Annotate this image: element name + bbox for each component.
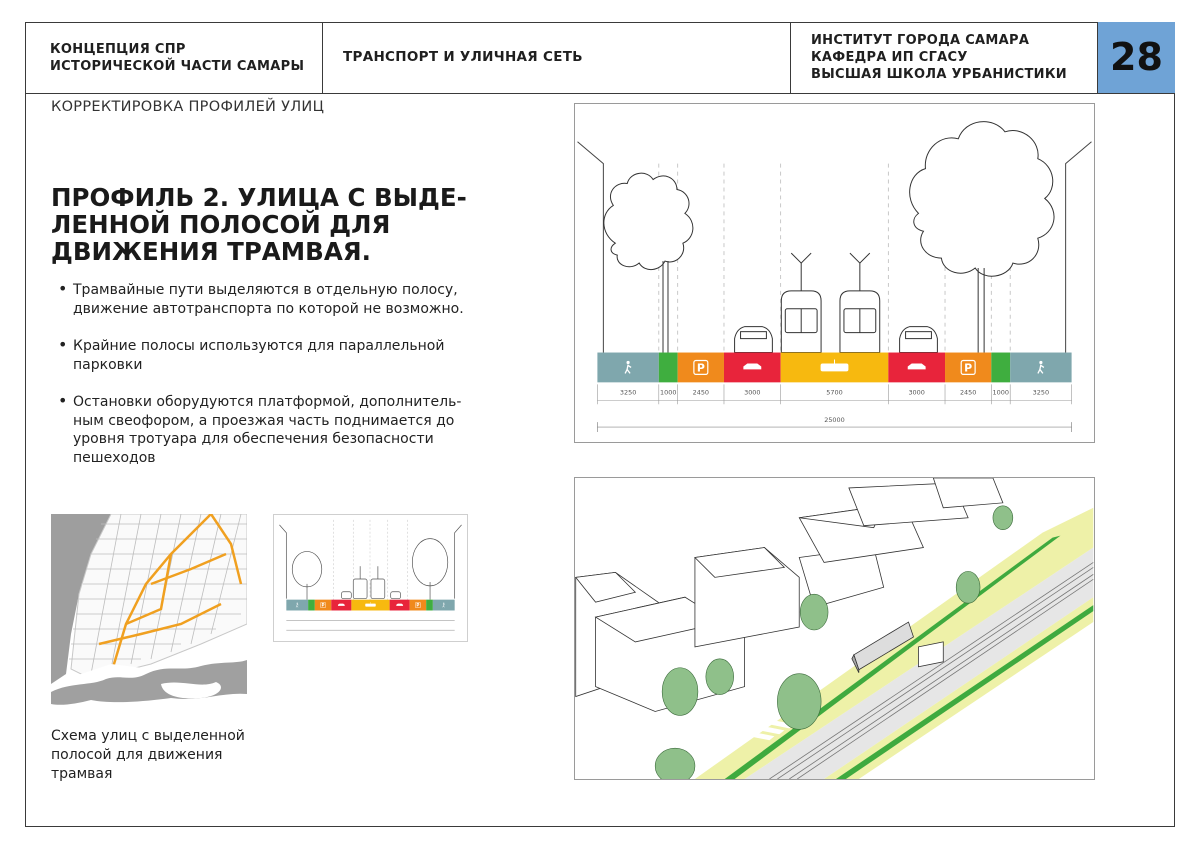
- profile-title-line: ПРОФИЛЬ 2. УЛИЦА С ВЫДЕ-: [51, 183, 467, 212]
- caption-line: полосой для движения: [51, 747, 223, 763]
- page-subtitle: КОРРЕКТИРОВКА ПРОФИЛЕЙ УЛИЦ: [51, 99, 325, 115]
- project-title: [25, 22, 323, 93]
- building-facade-left: [578, 142, 604, 353]
- lane-width-label: 1000: [660, 388, 677, 397]
- lane-bar: [597, 353, 1071, 383]
- street-axonometric-view: [574, 477, 1095, 780]
- bullet-line: ным свеофором, а проезжая часть поднимается до: [73, 412, 455, 429]
- header: [25, 22, 1175, 94]
- bullet-item: [58, 393, 498, 467]
- tree-right: [910, 122, 1054, 353]
- lane-green: [308, 600, 315, 611]
- bullet-item: [58, 337, 498, 374]
- organization-block: [791, 22, 1098, 93]
- project-title-line: ИСТОРИЧЕСКОЙ ЧАСТИ САМАРЫ: [50, 58, 305, 74]
- lane-width-label: 2450: [692, 388, 710, 397]
- bullet-item: [58, 281, 498, 318]
- lane-green: [991, 353, 1010, 383]
- project-title-line: КОНЦЕПЦИЯ СПР: [50, 41, 186, 57]
- organization-line: ВЫСШАЯ ШКОЛА УРБАНИСТИКИ: [811, 67, 1067, 82]
- bullet-line: • Трамвайные пути выделяются в отдельную полосу,: [73, 282, 458, 298]
- svg-text:P: P: [321, 602, 325, 608]
- lane-width-label: 2450: [959, 388, 977, 397]
- tram-vehicles: [781, 253, 879, 352]
- car-right: [900, 327, 938, 353]
- lane-width-label: 5700: [826, 388, 843, 397]
- lane-width-label: 3250: [1032, 388, 1050, 397]
- thumbnail-lane-bar: [286, 600, 454, 611]
- profile-title-line: ДВИЖЕНИЯ ТРАМВАЯ.: [51, 237, 371, 266]
- page-number: 28: [1098, 22, 1175, 93]
- lane-width-label: 3000: [744, 388, 761, 397]
- lane-green: [426, 600, 433, 611]
- section-title-text: ТРАНСПОРТ И УЛИЧНАЯ СЕТЬ: [343, 49, 583, 65]
- lane-width-label: 3250: [619, 388, 637, 397]
- dimension-line: [597, 384, 1071, 404]
- profile-title: [51, 184, 471, 265]
- lane-green: [659, 353, 678, 383]
- organization-line: ИНСТИТУТ ГОРОДА САМАРА: [811, 33, 1030, 48]
- bullet-line: уровня тротуара для обеспечения безопасности: [73, 431, 434, 447]
- profile-title-line: ЛЕННОЙ ПОЛОСОЙ ДЛЯ: [51, 210, 391, 239]
- caption-line: Схема улиц с выделенной: [51, 728, 245, 744]
- cars: [735, 327, 938, 353]
- profile-thumbnail: [273, 514, 468, 642]
- bullet-line: пешеходов: [73, 449, 156, 466]
- street-scheme-map: [51, 514, 247, 710]
- street-profile-section: [574, 103, 1095, 443]
- svg-text:P: P: [416, 602, 420, 608]
- tram-left: [781, 253, 821, 352]
- bullet-line: движение автотранспорта по которой не возможно.: [73, 300, 464, 317]
- bullet-line: • Крайние полосы используются для параллельной: [73, 338, 445, 354]
- car-left: [735, 327, 773, 353]
- lane-width-label: 1000: [992, 388, 1009, 397]
- section-title: [323, 22, 791, 93]
- svg-text:P: P: [964, 361, 973, 375]
- caption-line: трамвая: [51, 766, 113, 782]
- building-facade-right: [1066, 142, 1092, 353]
- organization-line: КАФЕДРА ИП СГАСУ: [811, 50, 968, 65]
- bullet-line: парковки: [73, 356, 143, 373]
- map-caption: [51, 727, 291, 784]
- svg-text:P: P: [696, 361, 705, 375]
- bullet-list: [58, 281, 498, 486]
- tram-right: [840, 253, 880, 352]
- bullet-line: • Остановки оборудуются платформой, дополнитель-: [73, 394, 462, 410]
- total-width-label: 25000: [824, 416, 845, 425]
- lane-width-label: 3000: [908, 388, 925, 397]
- tree-left: [604, 173, 693, 352]
